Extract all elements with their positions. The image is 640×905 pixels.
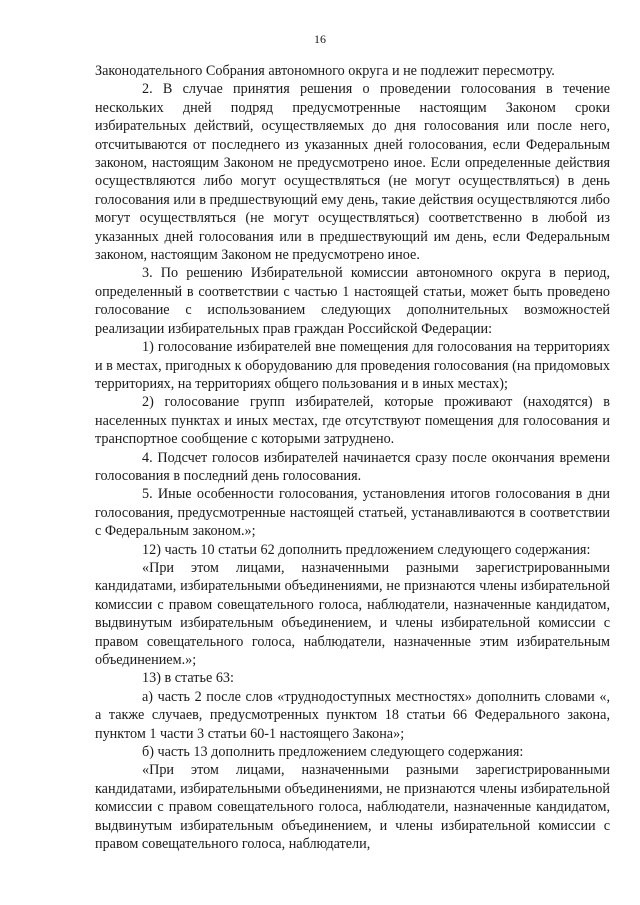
paragraph-continuation: Законодательного Собрания автономного округа и не подлежит пересмотру. <box>95 63 555 79</box>
paragraph-quote-1: «При этом лицами, назначенными разными зарегистрированными кандидатами, избирательными объединениями, не признаются члены избирательной комиссии с правом совещательного голоса, наблюдатели, назначенные кандидатом, выдвинутым избирательным объединением, и члены избирательной комиссии с правом совещательного голоса, наблюдатели, назначенные этим избирательным объединением.»; <box>95 559 610 668</box>
paragraph-quote-2: «При этом лицами, назначенными разными зарегистрированными кандидатами, избирательными объединениями, не признаются члены избирательной комиссии с правом совещательного голоса, наблюдатели, назначенные кандидатом, выдвинутым избирательным объединением, и члены избирательной комиссии с правом совещательного голоса, наблюдатели, <box>95 762 610 853</box>
paragraph-subitem-a: а) часть 2 после слов «труднодоступных местностях» дополнить словами «, а также случаев, предусмотренных пунктом 18 статьи 66 Федерального закона, пунктом 1 части 3 статьи 60-1 настоящего Закона»; <box>95 688 610 742</box>
paragraph-subitem-b: б) часть 13 дополнить предложением следующего содержания: <box>142 744 524 761</box>
paragraph-clause-5: 5. Иные особенности голосования, установления итогов голосования в дни голосования, предусмотренные настоящей статьей, устанавливаются в соответствии с Федеральным законом.»; <box>95 486 610 540</box>
paragraph-item-1: 1) голосование избирателей вне помещения для голосования на территориях и в местах, пригодных к оборудованию для проведения голосования (на придомовых территориях, на территориях общего пользования и в иных местах); <box>95 339 610 392</box>
paragraph-item-2: 2) голосование групп избирателей, которые проживают (находятся) в населенных пунктах и иных местах, где отсутствуют помещения для голосования и транспортное сообщение с которыми затруднено. <box>95 394 610 448</box>
paragraph-clause-2: 2. В случае принятия решения о проведении голосования в течение нескольких дней подряд предусмотренные настоящим Законом сроки избирательных действий, осуществляемых до дня голосования или после него, отсчитываются от последнего из указанных дней голосования, если Федеральным законом, настоящим Законом не предусмотрено иное. Если определенные действия осуществляются либо могут осуществляться (не могут осуществляться) в день голосования или в предшествующий ему день, такие действия осуществляются либо могут осуществляться (не могут осуществляться) соответственно в любой из указанных дней голосования или в предшествующий им день, если Федеральным законом, настоящим Законом не предусмотрено иное. <box>95 81 610 264</box>
paragraph-clause-4: 4. Подсчет голосов избирателей начинается сразу после окончания времени голосования в последний день голосования. <box>95 449 610 484</box>
paragraph-amendment-13: 13) в статье 63: <box>142 670 234 687</box>
document-body <box>95 62 610 853</box>
page-number: 16 <box>314 32 326 46</box>
paragraph-amendment-12: 12) часть 10 статьи 62 дополнить предложением следующего содержания: <box>142 541 591 558</box>
paragraph-clause-3: 3. По решению Избирательной комиссии автономного округа в период, определенный в соответствии с частью 1 настоящей статьи, может быть проведено голосование с использованием следующих дополнительных возможностей реализации избирательных прав граждан Российской Федерации: <box>95 265 610 337</box>
